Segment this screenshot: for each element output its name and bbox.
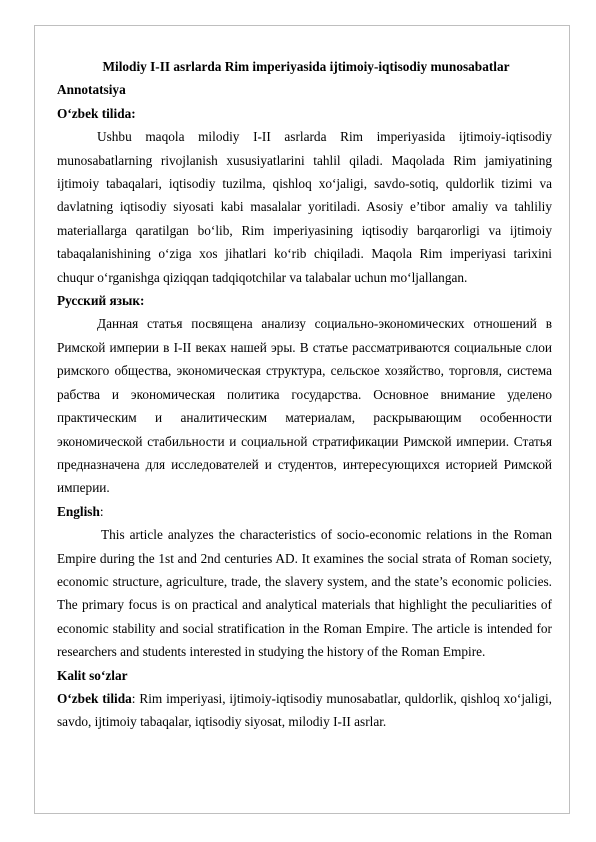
russian-abstract: Данная статья посвящена анализу социально-экономических отношений в Римской империи в I-II веках нашей эры. В статье рассматриваются социальные слои римского общества, экономическая структура, сельское хозяйство, торговля, система рабства и экономическая политика государства. Основное внимание уделено практическим и аналитическим материалам, раскрывающим особенности экономической стабильности и социальной стратификации Римской империи. Статья предназначена для исследователей и студентов, интересующихся историей Римской империи. [57, 316, 552, 496]
english-heading: English [57, 503, 100, 519]
keywords-separator: : [131, 690, 136, 706]
keywords-heading: Kalit so‘zlar [57, 667, 128, 683]
english-abstract: This article analyzes the characteristics of socio-economic relations in the Roman Empire during the 1st and 2nd centuries AD. It examines the social strata of Roman society, economic structure, agriculture, trade, the slavery system, and the state’s economic policies. The primary focus is on practical and analytical materials that highlight the peculiarities of economic stability and social stratification in the Roman Empire. The article is intended for researchers and students interested in studying the history of the Roman Empire. [57, 527, 552, 660]
uzbek-abstract: Ushbu maqola milodiy I-II asrlarda Rim imperiyasida ijtimoiy-iqtisodiy munosabatlarning rivojlanish xususiyatlarini tahlil qiladi. Maqolada Rim jamiyatining ijtimoiy tabaqalari, iqtisodiy tuzilma, qishloq xo‘jaligi, savdo-sotiq, quldorlik tizimi va davlatning iqtisodiy siyosati kabi masalalar yoritiladi. Asosiy e’tibor amaliy va tahliliy materiallarga qaratilgan bo‘lib, Rim imperiyasining iqtisodiy barqarorligi va ijtimoiy tabaqalanishining o‘ziga xos jihatlari ko‘rib chiqiladi. Maqola Rim imperiyasi tarixini chuqur o‘rganishga qiziqqan tadqiqotchilar va talabalar uchun mo‘ljallangan. [57, 129, 552, 285]
english-heading-colon: : [99, 503, 104, 519]
uzbek-heading: O‘zbek tilida: [57, 105, 136, 121]
english-heading-line [57, 500, 552, 523]
keywords-uzbek-label: O‘zbek tilida [57, 690, 132, 706]
document-title: Milodiy I-II asrlarda Rim imperiyasida ijtimoiy-iqtisodiy munosabatlar [102, 59, 510, 74]
document-body [57, 55, 552, 734]
russian-heading: Русский язык: [57, 293, 145, 309]
keywords-uzbek-text: Rim imperiyasi, ijtimoiy-iqtisodiy munosabatlar, quldorlik, qishloq xo‘jaligi, savdo, ijtimoiy tabaqalar, iqtisodiy siyosat, milodiy I-II asrlar. [57, 690, 552, 730]
keywords-uzbek [57, 687, 552, 734]
annotation-heading: Annotatsiya [57, 82, 126, 98]
